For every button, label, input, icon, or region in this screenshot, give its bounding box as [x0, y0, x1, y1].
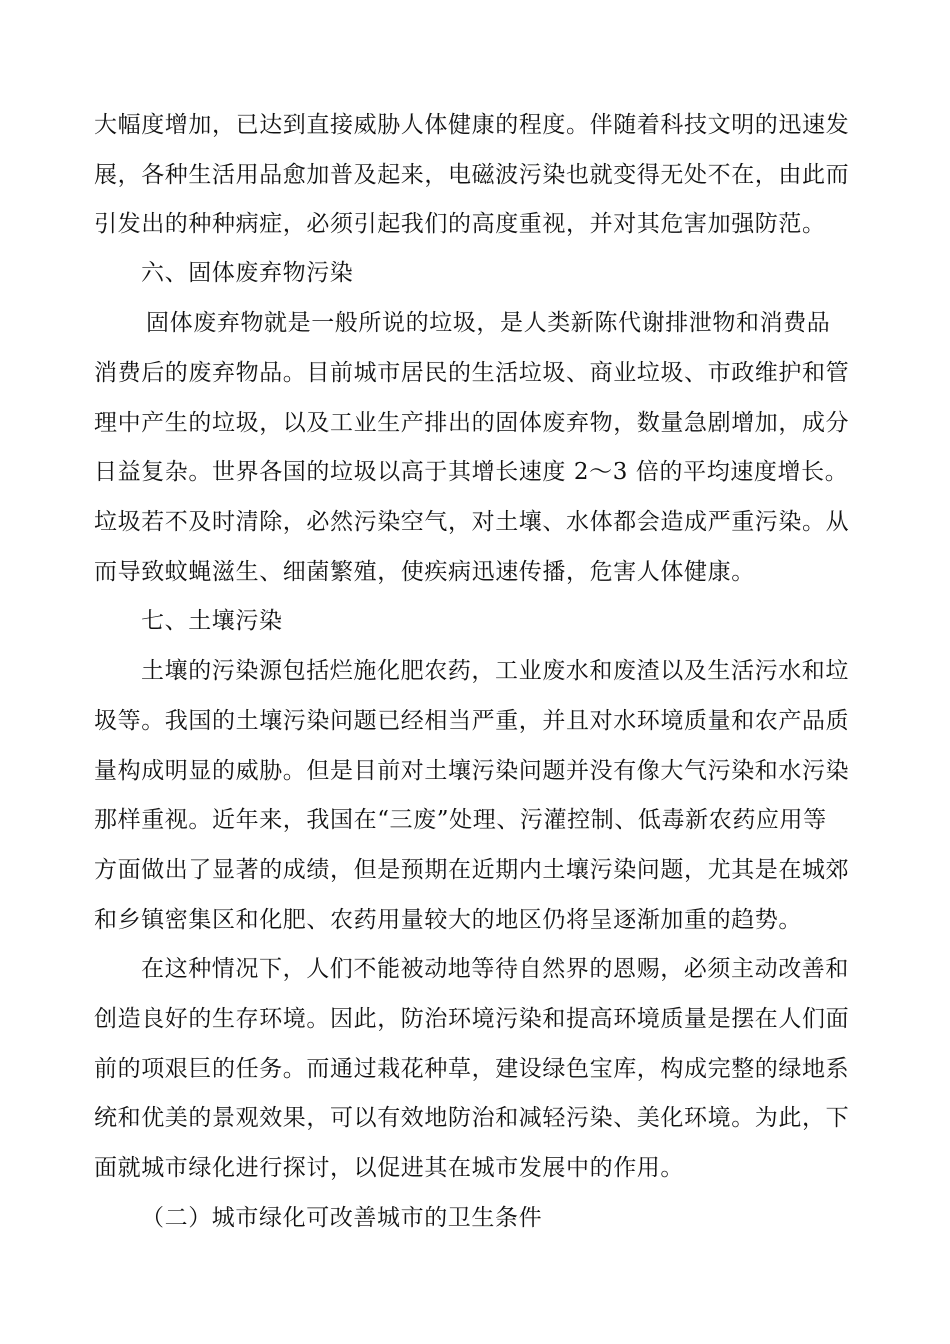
section-heading: 七、土壤污染: [141, 608, 283, 634]
text-line: 大幅度增加，已达到直接威胁人体健康的程度。伴随着科技文明的迅速发: [94, 112, 850, 138]
text-line: 日益复杂。世界各国的垃圾以高于其增长速度 2～3 倍的平均速度增长。: [94, 459, 849, 485]
text-line: 方面做出了显著的成绩，但是预期在近期内土壤污染问题，尤其是在城郊: [94, 857, 850, 883]
text-line: 量构成明显的威胁。但是目前对土壤污染问题并没有像大气污染和水污染: [94, 758, 850, 784]
text-line: 展，各种生活用品愈加普及起来，电磁波污染也就变得无处不在，由此而: [94, 162, 850, 188]
text-line: 和乡镇密集区和化肥、农药用量较大的地区仍将呈逐渐加重的趋势。: [94, 907, 802, 933]
text-line: 创造良好的生存环境。因此，防治环境污染和提高环境质量是摆在人们面: [94, 1006, 850, 1032]
text-line: 固体废弃物就是一般所说的垃圾，是人类新陈代谢排泄物和消费品: [146, 310, 831, 336]
text-line: 消费后的废弃物品。目前城市居民的生活垃圾、商业垃圾、市政维护和管: [94, 360, 850, 386]
text-line: 而导致蚊蝇滋生、细菌繁殖，使疾病迅速传播，危害人体健康。: [94, 559, 755, 585]
section-heading: 六、固体废弃物污染: [141, 260, 354, 286]
text-line: 引发出的种种病症，必须引起我们的高度重视，并对其危害加强防范。: [94, 211, 826, 237]
text-line: 理中产生的垃圾，以及工业生产排出的固体废弃物，数量急剧增加，成分: [94, 410, 850, 436]
text-line: 面就城市绿化进行探讨，以促进其在城市发展中的作用。: [94, 1155, 684, 1181]
text-line: 那样重视。近年来，我国在“三废”处理、污灌控制、低毒新农药应用等: [94, 807, 827, 833]
text-line: 垃圾若不及时清除，必然污染空气，对土壤、水体都会造成严重污染。从: [94, 509, 850, 535]
text-line: 统和优美的景观效果，可以有效地防治和减轻污染、美化环境。为此，下: [94, 1105, 850, 1131]
text-line: 圾等。我国的土壤污染问题已经相当严重，并且对水环境质量和农产品质: [94, 708, 850, 734]
text-line: 土壤的污染源包括烂施化肥农药，工业废水和废渣以及生活污水和垃: [141, 658, 849, 684]
section-heading: （二）城市绿化可改善城市的卫生条件: [141, 1205, 543, 1231]
text-line: 前的项艰巨的任务。而通过栽花种草，建设绿色宝库，构成完整的绿地系: [94, 1056, 850, 1082]
text-line: 在这种情况下，人们不能被动地等待自然界的恩赐，必须主动改善和: [141, 956, 849, 982]
